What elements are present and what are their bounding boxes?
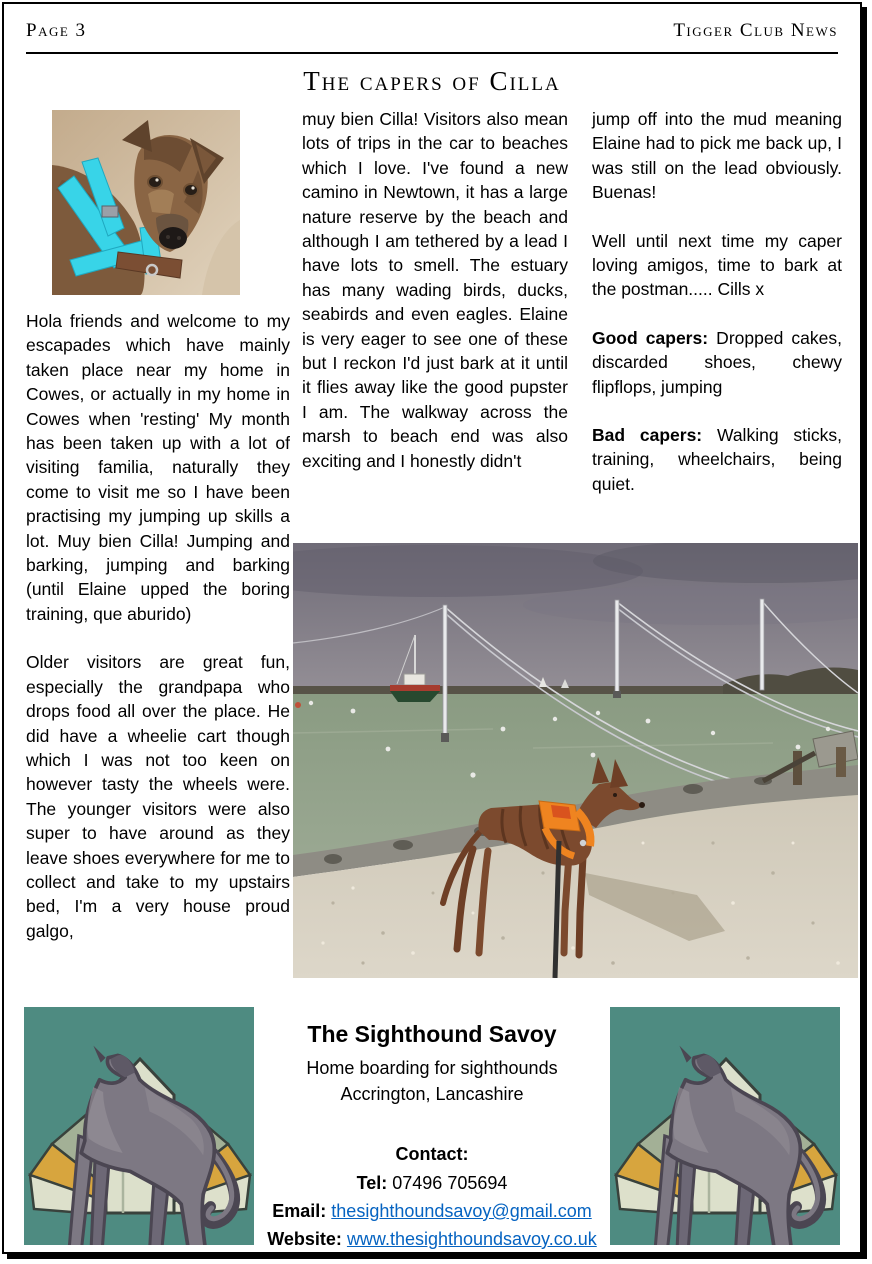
newsletter-name: Tigger Club News (673, 20, 838, 41)
advert-tagline: Home boarding for sighthounds (306, 1058, 558, 1078)
cilla-beach-photo (293, 543, 858, 978)
bad-capers-label: Bad capers: (592, 425, 703, 446)
advert-tel-row (254, 1173, 610, 1194)
article-paragraph: muy bien Cilla! Visitors also mean lots of trips in the car to beaches which I love. I've found a new camino in Newtown, it has a large nature reserve by the beach and although I am tethered by a lead I have lots to smell. The estuary has many wading birds, ducks, seabirds and even eagles. Elaine is very eager to see one of these but I reckon I'd just bark at it until it flies away like the good pupster I am. The walkway across the marsh to beach end was also exciting and I honestly didn't (302, 109, 568, 471)
art-deco-greyhound-logo-left (24, 1007, 254, 1245)
cilla-portrait-illustration (52, 110, 240, 295)
good-capers-label: Good capers: (592, 327, 709, 348)
advert-location: Accrington, Lancashire (340, 1084, 524, 1104)
advert-spacer (254, 1110, 610, 1140)
article-paragraph: Well until next time my caper loving amigos, time to bark at the postman..... Cills x (592, 230, 842, 300)
advert-text-block (254, 1007, 610, 1254)
article-paragraph: Hola friends and welcome to my escapades which have mainly taken place near my home in Cowes, or actually in my home in Cowes when 'resting' My month has been taken up with a lot of visiting familia, naturally they come to visit me so I have been practising my jumping up skills a lot. Muy bien Cilla! Jumping and barking, jumping and barking (until Elaine upped the boring training, que aburido) (26, 311, 290, 624)
article-right-pane (302, 107, 842, 979)
advert-contact-heading: Contact: (395, 1144, 469, 1164)
newsletter-page (2, 2, 862, 1254)
page-header (24, 4, 840, 48)
advert-email-row (254, 1201, 610, 1222)
bad-capers-paragraph (592, 423, 842, 496)
article-paragraph: Older visitors are great fun, especially the grandpapa who drops food all over the place. He did have a wheelie cart though which I was not too keen on however tasty the wheels were. The younger visitors were also super to have around as they leave shoes everywhere for me to collect and take to my upstairs bed, I'm a very house proud galgo, (26, 652, 290, 941)
website-label: Website: (267, 1229, 347, 1249)
good-capers-paragraph (592, 326, 842, 399)
cilla-beach-illustration (293, 543, 858, 978)
bad-capers-text: Walking sticks, training, wheelchairs, being quiet. (592, 425, 842, 494)
sighthound-savoy-advert (24, 1007, 840, 1254)
article-column-left (26, 107, 290, 979)
greyhound-logo-icon (610, 1007, 840, 1245)
advert-website-row (254, 1229, 610, 1250)
article-column-middle (302, 107, 568, 531)
email-link[interactable]: thesighthoundsavoy@gmail.com (331, 1201, 592, 1221)
article-title: The capers of Cilla (303, 66, 561, 96)
tel-value: 07496 705694 (387, 1173, 508, 1193)
article-body (24, 107, 840, 979)
article-column-right (592, 107, 842, 531)
article-paragraph: jump off into the mud meaning Elaine had to pick me back up, I was still on the lead obviously. Buenas! (592, 109, 842, 203)
email-label: Email: (272, 1201, 332, 1221)
good-capers-text: Dropped cakes, discarded shoes, chewy flipflops, jumping (592, 327, 842, 397)
art-deco-greyhound-logo-right (610, 1007, 840, 1245)
article-text-columns (302, 107, 842, 531)
greyhound-logo-icon (24, 1007, 254, 1245)
header-divider (26, 52, 838, 54)
advert-business-name: The Sighthound Savoy (307, 1021, 557, 1047)
tel-label: Tel: (356, 1173, 388, 1193)
cilla-portrait-photo (52, 110, 240, 295)
page-number-label: Page 3 (26, 20, 87, 41)
website-link[interactable]: www.thesighthoundsavoy.co.uk (346, 1229, 597, 1249)
